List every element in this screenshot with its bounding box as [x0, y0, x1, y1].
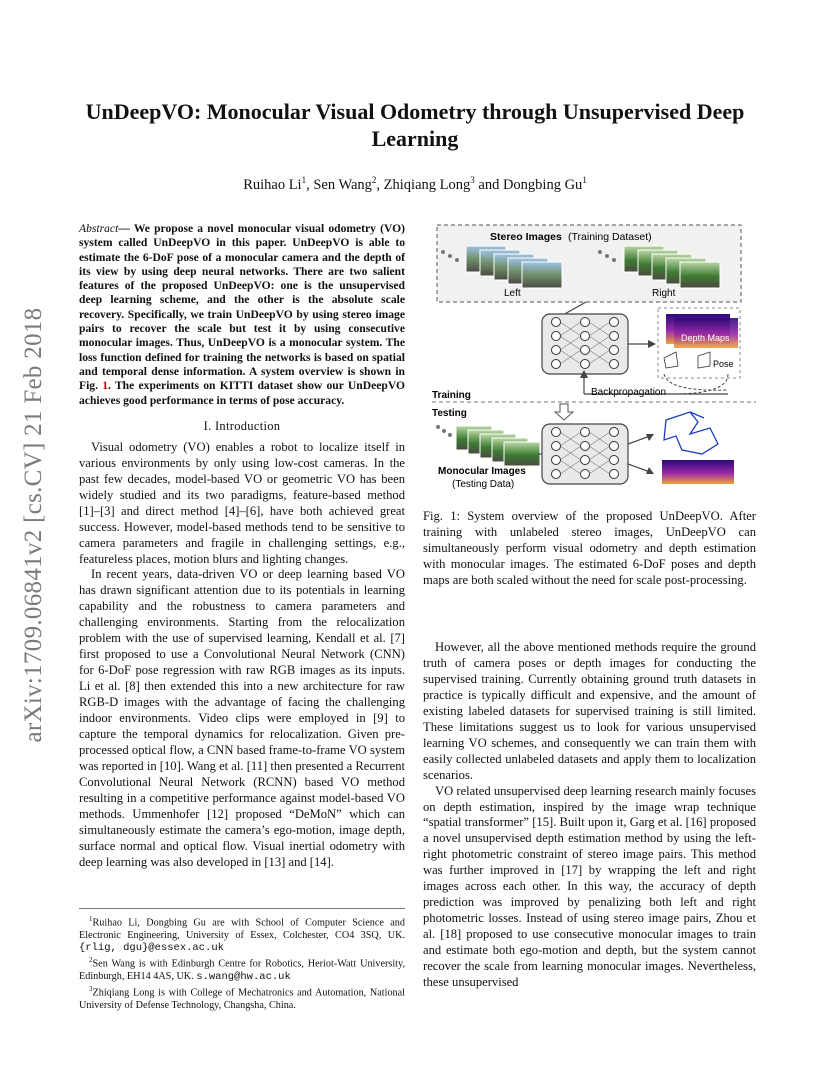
depth-maps-label: Depth Maps [681, 333, 730, 343]
system-overview-diagram [428, 222, 758, 500]
abstract [79, 222, 405, 408]
paragraph: However, all the above mentioned methods require the ground truth of camera poses or depth images for conducting the supervised training. Currently obtaining ground truth datasets in practice is typically difficult and expensive, and the amount of existing labeled datasets for supervised training is still limited. These limitations suggest us to look for various unsupervised learning VO schemes, and consequently we can train them with easily collected unlabeled datasets and apply them to localization scenarios. [423, 640, 756, 782]
arxiv-sidebar [14, 285, 54, 765]
author-sep-2: , [376, 176, 384, 193]
footnote-mark: 2 [89, 956, 93, 965]
abstract-lead: Abstract [79, 222, 119, 235]
stereo-sub: (Training Dataset) [568, 231, 652, 243]
testing-label: Testing [432, 408, 467, 419]
paragraph: In recent years, data-driven VO or deep learning based VO has drawn significant attention due to its potentials in learning capability and the robustness to camera parameters and challenging environments. Starting from the relocalization problem with the use of supervised learning, Kendall et al. [7] first proposed to use a Convolutional Neural Network (CNN) for 6-DoF pose regression with raw RGB images as its inputs. Li et al. [8] then extended this into a new architecture for raw RGB-D images with the advantage of facing the challenging indoor environments. Video clips were employed in [9] to capture the temporal dynamics for relocalization. Given pre-processed optical flow, a CNN based frame-to-frame VO system was reported in [10]. Wang et al. [11] then presented a Recurrent Convolutional Neural Network (RCNN) based VO method resulting in a competitive performance against model-based VO methods. Ummenhofer [12] proposed “DeMoN” which can simultaneously estimate the camera’s ego-motion, image depth, surface normal and optical flow. Visual inertial odometry with deep learning was also developed in [13] and [14]. [79, 567, 405, 869]
test-depth-map [662, 460, 734, 484]
footnotes [79, 908, 405, 1012]
footnote-text: Ruihao Li, Dongbing Gu are with School of Computer Science and Electronic Engineering, University of Essex, Colchester, CO4 3SQ, UK. [79, 917, 405, 941]
author-3-mark: 3 [470, 175, 475, 185]
mono-sub: (Testing Data) [452, 479, 515, 490]
footnote-text: Zhiqiang Long is with College of Mechatronics and Automation, National University of Defense Technology, Changsha, China. [79, 987, 405, 1011]
author-sep-1: , [306, 176, 314, 193]
paper-title: UnDeepVO: Monocular Visual Odometry through Unsupervised Deep Learning [85, 99, 745, 151]
figure-caption: Fig. 1: System overview of the proposed UnDeepVO. After training with unlabeled stereo images, UnDeepVO can simultaneously perform visual odometry and depth estimation with monocular images. The estimated 6-DoF poses and depth maps are both scaled without the need for scale post-processing. [423, 509, 756, 587]
arxiv-id: arXiv:1709.06841v2 [cs.CV] 21 Feb 2018 [20, 307, 47, 743]
abstract-text: — We propose a novel monocular visual odometry (VO) system called UnDeepVO in this paper. UnDeepVO is able to estimate the 6-DoF pose of a monocular camera and the depth of its view by using deep neural networks. There are two salient features of the proposed UnDeepVO: one is the unsupervised deep learning scheme, and the other is the absolute scale recovery. Specifically, we train UnDeepVO by using stereo image pairs to recover the scale but test it by using consecutive monocular images. Thus, UnDeepVO is a monocular system. The loss function defined for training the networks is based on spatial and temporal dense information. A system overview is shown in Fig. [79, 222, 405, 393]
trajectory-plot [664, 412, 718, 454]
backprop-label: Backpropagation [591, 387, 667, 398]
footnote-mark: 1 [89, 915, 93, 923]
abstract-text-end: . The experiments on KITTI dataset show our UnDeepVO achieves good performance in terms of pose accuracy. [79, 379, 405, 407]
email: s.wang@hw.ac.uk [196, 970, 291, 983]
footnote-mark: 3 [89, 985, 93, 994]
footnote-text: Sen Wang is with Edinburgh Centre for Robotics, Heriot-Watt University, Edinburgh, EH14 4AS, UK. [79, 958, 405, 982]
author-sep-3: and [474, 176, 503, 193]
monocular-image-stack [436, 425, 540, 466]
footnote-1 [79, 913, 405, 954]
training-label: Training [432, 390, 471, 401]
down-arrow [555, 404, 573, 420]
left-label: Left [504, 288, 521, 299]
author-2-mark: 2 [371, 175, 377, 185]
author-list [80, 175, 750, 194]
right-column [423, 640, 756, 991]
paragraph: Visual odometry (VO) enables a robot to localize itself in various environments by only using low-cost cameras. In the past few decades, model-based VO or geometric VO has been widely studied and its two paradigms, feature-based method [1]–[3] and direct method [4]–[6], have both achieved great success. However, model-based methods tend to be sensitive to camera parameters and fragile in challenging settings, e.g., featureless places, motion blurs and lighting changes. [79, 439, 405, 566]
fig-ref-link[interactable]: 1 [102, 379, 109, 393]
author-1-mark: 1 [301, 175, 307, 185]
author-2: Sen Wang [313, 176, 372, 193]
mono-title: Monocular Images [438, 466, 526, 477]
stereo-title: Stereo Images [490, 231, 562, 243]
right-label: Right [652, 288, 676, 299]
pose-label: Pose [713, 359, 734, 369]
training-network [542, 314, 628, 374]
figure-1 [428, 222, 758, 500]
author-3: Zhiqiang Long [383, 176, 471, 193]
left-column [79, 222, 405, 871]
paragraph: VO related unsupervised deep learning research mainly focuses on depth estimation, inspired by the image wrap technique “spatial transformer” [15]. Built upon it, Garg et al. [16] proposed a novel unsupervised depth estimation method by using the left-right photometric constraint of stereo image pairs. This method was further improved in [17] by wrapping the left and right images across each other. In this way, the accuracy of depth prediction was improved by penalizing both left and right photometric losses. Instead of using stereo image pairs, Zhou et al. [18] proposed to use consecutive monocular images to train and estimate both ego-motion and depth, but the system cannot recover the scale from learning monocular images. Nevertheless, these unsupervised [423, 783, 756, 990]
author-1: Ruihao Li [243, 176, 302, 193]
author-4: Dongbing Gu [502, 176, 583, 193]
camera-icon [664, 352, 678, 368]
footnote-2 [79, 954, 405, 983]
testing-network [542, 424, 628, 484]
email: {rlig, dgu}@essex.ac.uk [79, 941, 224, 954]
footnote-3 [79, 983, 405, 1012]
section-heading: I. Introduction [203, 418, 281, 433]
camera-icon [698, 352, 710, 368]
intro-body [79, 440, 405, 871]
author-4-mark: 1 [582, 175, 587, 185]
